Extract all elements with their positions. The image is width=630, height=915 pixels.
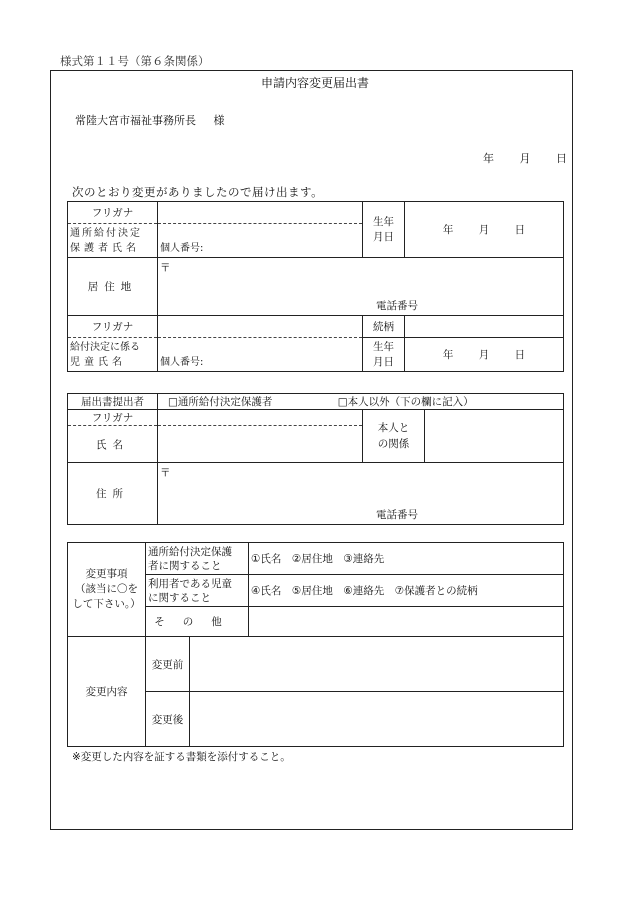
after-label: 変更後 [146,692,190,747]
child-name-label [68,338,158,372]
child-cat-line2: に関すること [148,591,211,604]
birth-label-line1: 生年 [373,215,394,228]
guardian-birth-label [363,202,405,258]
child-name-field[interactable] [158,338,363,372]
relation-label-line2: の関係 [377,438,410,450]
relation-label: 続柄 [363,316,405,338]
postal-mark: 〒 [160,262,171,274]
other-field[interactable] [249,607,564,637]
child-year-label: 年 [442,349,454,361]
other-label: その他 [146,607,249,637]
date-day-label: 日 [556,152,567,165]
submitter-relation-label [363,410,425,463]
form-number: 様式第１１号（第６条関係） [60,54,210,68]
submitter-options [158,394,564,410]
child-personal-number-label: 個人番号: [160,357,204,368]
guardian-label-line1: 通所給付決定 [70,227,142,239]
child-label-line2: 児童氏名 [70,356,126,368]
address-label: 居住地 [68,258,158,316]
child-furigana-field[interactable] [158,316,363,338]
child-birth-line1: 生年 [373,340,394,353]
child-birthdate-field[interactable] [405,338,564,372]
date-month-label: 月 [519,152,531,165]
submitter-label: 届出書提出者 [68,394,158,410]
before-field[interactable] [190,637,564,692]
guardian-name-label [68,224,158,258]
option-guardian-checkbox[interactable]: □通所給付決定保護者 [168,396,273,408]
submission-date[interactable] [483,150,567,166]
relation-field[interactable] [405,316,564,338]
guardian-cat-line2: 者に関すること [148,559,222,572]
change-items-line1: 変更事項 [85,568,128,580]
phone-label: 電話番号 [376,300,418,312]
submitter-phone-label: 電話番号 [376,509,418,521]
change-items-line3: して下さい。） [72,598,141,610]
intro-text: 次のとおり変更がありましたので届け出ます。 [72,185,324,199]
addressee-name: 常陸大宮市福祉事務所長 [75,114,196,127]
day-label: 日 [514,224,526,236]
submitter-name-field[interactable] [158,426,363,463]
change-items-label [68,543,146,637]
child-category-label [146,575,249,607]
submitter-relation-field[interactable] [425,410,564,463]
child-birth-label [363,338,405,372]
guardian-category-label [146,543,249,575]
month-label: 月 [478,224,490,236]
submitter-name-label: 氏名 [68,426,158,463]
date-year-label: 年 [483,152,494,165]
submitter-postal-mark: 〒 [160,467,171,479]
submitter-furigana-label: フリガナ [68,410,158,426]
addressee [75,112,225,128]
child-birth-line2: 月日 [373,355,394,368]
year-label: 年 [442,224,454,236]
applicant-table [67,201,564,372]
change-items-line2: （該当に〇を [75,583,138,595]
guardian-label-line2: 保護者氏名 [70,242,140,254]
before-label: 変更前 [146,637,190,692]
honorific: 様 [213,114,225,127]
furigana-label: フリガナ [68,202,158,224]
guardian-birthdate-field[interactable] [405,202,564,258]
relation-label-line1: 本人と [377,422,410,434]
personal-number-label: 個人番号: [160,243,204,254]
submitter-table [67,393,564,525]
address-field[interactable] [158,258,564,316]
child-furigana-label: フリガナ [68,316,158,338]
guardian-name-field[interactable] [158,224,363,258]
after-field[interactable] [190,692,564,747]
child-label-line1: 給付決定に係る [70,341,140,353]
child-cat-line1: 利用者である児童 [148,577,232,590]
child-change-options[interactable]: ④氏名 ⑤居住地 ⑥連絡先 ⑦保護者との続柄 [249,575,564,607]
guardian-change-options[interactable]: ①氏名 ②居住地 ③連絡先 [249,543,564,575]
footnote: ※変更した内容を証する書類を添付すること。 [72,751,291,763]
submitter-address-field[interactable] [158,463,564,525]
child-month-label: 月 [478,349,490,361]
form-title: 申請内容変更届出書 [260,76,369,90]
child-day-label: 日 [514,349,526,361]
guardian-cat-line1: 通所給付決定保護 [148,545,232,558]
birth-label-line2: 月日 [373,230,394,243]
change-content-label: 変更内容 [68,637,146,747]
change-table [67,542,564,747]
guardian-furigana-field[interactable] [158,202,363,224]
option-other-checkbox[interactable]: □本人以外（下の欄に記入） [337,396,474,408]
submitter-address-label: 住所 [68,463,158,525]
submitter-furigana-field[interactable] [158,410,363,426]
